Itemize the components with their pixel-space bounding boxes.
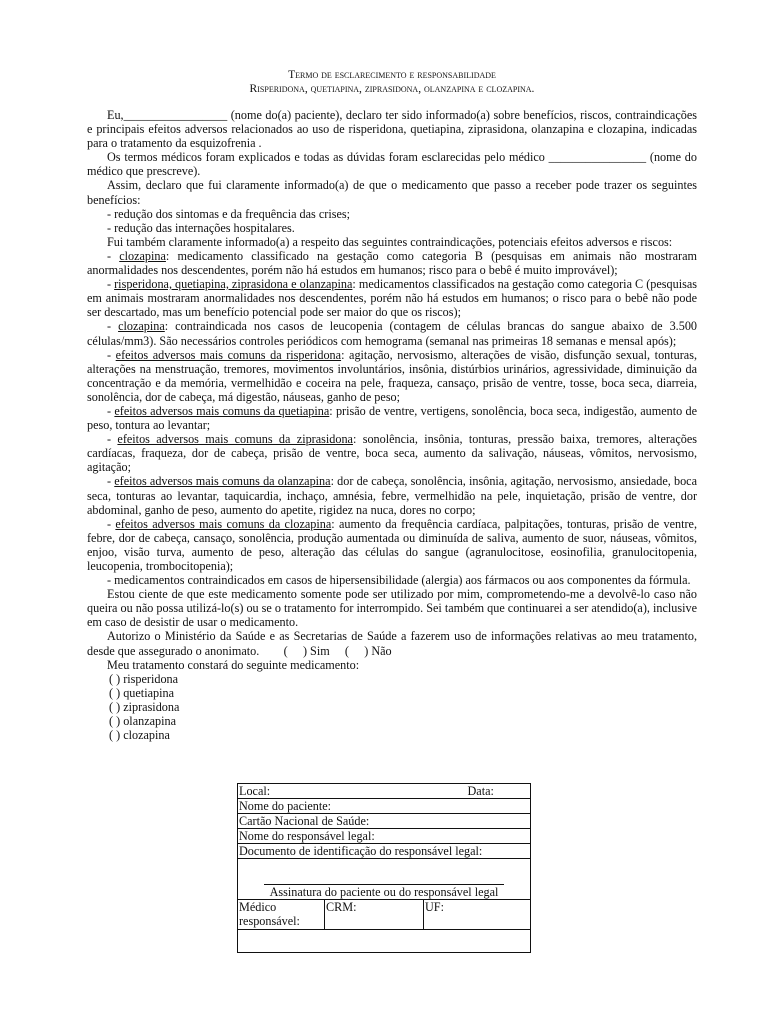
risk-text: : dor de cabeça, sonolência, insônia, agitação, nervosismo, ansiedade, boca seca, tonturas ao levantar, taquicardia, inchaço, amnésia, febre, vermelhidão na pele, inquietação, prisão de ventre, dor abdominal, ganho de peso, aumento do apetite, rigidez na nuca, dores no corpo; <box>87 474 697 517</box>
benefit-item: - redução dos sintomas e da frequência das crises; <box>107 206 350 221</box>
document-page <box>87 68 697 742</box>
title-line-1: Termo de esclarecimento e responsabilidade <box>288 68 496 81</box>
risk-item: - efeitos adversos mais comuns da quetiapina: prisão de ventre, vertigens, sonolência, boca seca, indigestão, aumento de peso, tontura ao levantar; <box>87 403 698 433</box>
signature-label: Assinatura do paciente ou do responsável legal <box>269 885 499 899</box>
paragraph-medication-intro: Meu tratamento constará do seguinte medicamento: <box>107 657 360 672</box>
date-label: Data: <box>467 784 494 798</box>
risk-item: - medicamentos contraindicados em casos de hipersensibilidade (alergia) aos fármacos ou aos componentes da fórmula. <box>107 573 691 588</box>
authorization-text: Autorizo o Ministério da Saúde e as Secretarias de Saúde a fazerem uso de informações relativas ao meu tratamento, desde que assegurado o anonimato. <box>87 629 697 658</box>
benefit-item: - redução das internações hospitalares. <box>107 220 295 235</box>
title-line-2: Risperidona, quetiapina, ziprasidona, olanzapina e clozapina. <box>249 82 535 95</box>
risk-item: - clozapina: medicamento classificado na gestação como categoria B (pesquisas em animais não mostraram anormalidades nos descendentes, porém não há estudos em humanos; risco para o bebê é muito improvável); <box>87 248 697 278</box>
paragraph-declaration: Eu,_________________ (nome do(a) paciente), declaro ter sido informado(a) sobre benefícios, riscos, contraindicações e principais efeitos adversos relacionados ao uso de risperidona, quetiapina, ziprasidona, olanzapina e clozapina, indicadas para o tratamento da esquizofrenia . <box>87 108 697 151</box>
risk-label: efeitos adversos mais comuns da clozapina <box>115 516 332 531</box>
risk-item: - efeitos adversos mais comuns da ziprasidona: sonolência, insônia, tonturas, pressão baixa, tremores, alterações cardíacas, fraqueza, dor de cabeça, prisão de ventre, boca seca, aumento da salivação, náuseas, vômitos, nervosismo, agitação; <box>87 432 697 475</box>
risk-label: efeitos adversos mais comuns da quetiapina <box>114 403 330 418</box>
paragraph-doctor: Os termos médicos foram explicados e todas as dúvidas foram esclarecidas pelo médico ________________ (nome do médico que prescreve). <box>87 150 697 179</box>
health-card-field[interactable]: Cartão Nacional de Saúde: <box>238 814 531 829</box>
paragraph-benefits-intro: Assim, declaro que fui claramente informado(a) de que o medicamento que passo a receber pode trazer os seguintes benefícios: <box>87 178 697 207</box>
doctor-field[interactable]: Médico responsável: <box>238 900 325 930</box>
document-title <box>87 68 697 96</box>
risk-text: : sonolência, insônia, tonturas, pressão baixa, tremores, alterações cardíacas, fraqueza, dor de cabeça, prisão de ventre, boca seca, aumento da salivação, náuseas, vômitos, nervosismo, agitação; <box>87 432 697 475</box>
signature-form <box>237 783 531 953</box>
risk-item: - efeitos adversos mais comuns da risperidona: agitação, nervosismo, alterações de visão, disfunção sexual, tonturas, alterações na menstruação, tremores, movimentos involuntários, insônia, distúrbios urinários, agressividade, diminuição da concentração e da memória, vermelhidão e coceira na pele, fraqueza, cansaço, prisão de ventre, tosse, boca seca, diarreia, sonolência, dor de cabeça, má digestão, náuseas, ganho de peso; <box>87 347 697 404</box>
crm-field[interactable]: CRM: <box>325 900 424 930</box>
guardian-name-field[interactable]: Nome do responsável legal: <box>238 829 531 844</box>
risk-item: - risperidona, quetiapina, ziprasidona e olanzapina: medicamentos classificados na gestação como categoria C (pesquisas em animais mostraram anormalidades nos descendentes, porém não há estudos em humanos; o risco para o bebê não pode ser descartado, mas um benefício potencial pode ser maior do que os riscos); <box>87 277 697 320</box>
paragraph-risks-intro: Fui também claramente informado(a) a respeito das seguintes contraindicações, potenciais efeitos adversos e riscos: <box>107 234 673 249</box>
paragraph-responsibility: Estou ciente de que este medicamento somente pode ser utilizado por mim, comprometendo-me a devolvê-lo caso não queira ou não possa utilizá-lo(s) ou se o tratamento for interrompido. Sei também que continuarei a ser atendido(a), inclusive em caso de desistir de usar o medicamento. <box>87 587 697 630</box>
option-quetiapina[interactable]: ( ) quetiapina <box>109 685 174 700</box>
risk-item: - efeitos adversos mais comuns da olanzapina: dor de cabeça, sonolência, insônia, agitação, nervosismo, ansiedade, boca seca, tonturas ao levantar, taquicardia, inchaço, amnésia, febre, vermelhidão na pele, inquietação, prisão de ventre, dor abdominal, ganho de peso, aumento do apetite, rigidez na nuca, dores no corpo; <box>87 474 697 517</box>
risk-label: efeitos adversos mais comuns da olanzapina <box>114 474 331 489</box>
risk-text: : medicamentos classificados na gestação como categoria C (pesquisas em animais mostraram anormalidades nos descendentes, porém não há estudos em humanos; o risco para o bebê não pode ser descartado, mas um benefício potencial pode ser maior do que os riscos); <box>87 277 697 320</box>
risk-label: efeitos adversos mais comuns da risperidona <box>115 347 342 362</box>
local-label: Local: <box>239 784 271 798</box>
option-olanzapina[interactable]: ( ) olanzapina <box>109 714 176 729</box>
option-clozapina[interactable]: ( ) clozapina <box>109 728 170 743</box>
risk-text: : medicamento classificado na gestação como categoria B (pesquisas em animais não mostraram anormalidades nos descendentes, porém não há estudos em humanos; risco para o bebê é muito improvável); <box>87 248 697 278</box>
risk-text: : contraindicada nos casos de leucopenia (contagem de células brancas do sangue abaixo de 3.500 células/mm3). São necessários controles periódicos com hemograma (semanal nas primeiras 18 semanas e mensal após); <box>87 319 698 348</box>
option-risperidona[interactable]: ( ) risperidona <box>109 671 179 686</box>
risk-text: : prisão de ventre, vertigens, sonolência, boca seca, indigestão, aumento de peso, tontura ao levantar; <box>87 403 698 433</box>
signature-cell[interactable] <box>238 859 531 900</box>
risk-label: risperidona, quetiapina, ziprasidona e olanzapina <box>114 277 353 292</box>
risk-item: - clozapina: contraindicada nos casos de leucopenia (contagem de células brancas do sangue abaixo de 3.500 células/mm3). São necessários controles periódicos com hemograma (semanal nas primeiras 18 semanas e mensal após); <box>87 319 698 348</box>
empty-row[interactable] <box>238 930 531 953</box>
risk-text: : agitação, nervosismo, alterações de visão, disfunção sexual, tonturas, alterações na menstruação, tremores, movimentos involuntários, insônia, distúrbios urinários, agressividade, diminuição da concentração e da memória, vermelhidão e coceira na pele, fraqueza, cansaço, prisão de ventre, tosse, boca seca, diarreia, sonolência, dor de cabeça, má digestão, náuseas, ganho de peso; <box>87 347 697 404</box>
risk-label: clozapina <box>119 248 166 263</box>
uf-field[interactable]: UF: <box>424 900 531 930</box>
risk-label: clozapina <box>118 319 165 334</box>
risk-item: - efeitos adversos mais comuns da clozapina: aumento da frequência cardíaca, palpitações, tonturas, prisão de ventre, febre, dor de cabeça, cansaço, sonolência, produção aumentada ou diminuída de saliva, aumento de suor, náuseas, vômitos, enjoo, visão turva, aumento de peso, alteração das células do sangue (agranulocitose, eosinofilia, granulocitopenia, leucopenia, trombocitopenia); <box>87 516 698 573</box>
guardian-document-field[interactable]: Documento de identificação do responsável legal: <box>238 844 531 859</box>
local-date-row[interactable] <box>238 784 531 799</box>
authorization-options[interactable]: ( ) Sim ( ) Não <box>283 643 392 658</box>
paragraph-authorization <box>87 629 697 657</box>
risk-text: : aumento da frequência cardíaca, palpitações, tonturas, prisão de ventre, febre, dor de cabeça, cansaço, sonolência, produção aumentada ou diminuída de saliva, aumento de suor, náuseas, vômitos, enjoo, visão turva, aumento de peso, alteração das células do sangue (agranulocitose, eosinofilia, granulocitopenia, leucopenia, trombocitopenia); <box>87 516 698 573</box>
risk-label: efeitos adversos mais comuns da ziprasidona <box>117 432 353 447</box>
option-ziprasidona[interactable]: ( ) ziprasidona <box>109 699 180 714</box>
patient-name-field[interactable]: Nome do paciente: <box>238 799 531 814</box>
